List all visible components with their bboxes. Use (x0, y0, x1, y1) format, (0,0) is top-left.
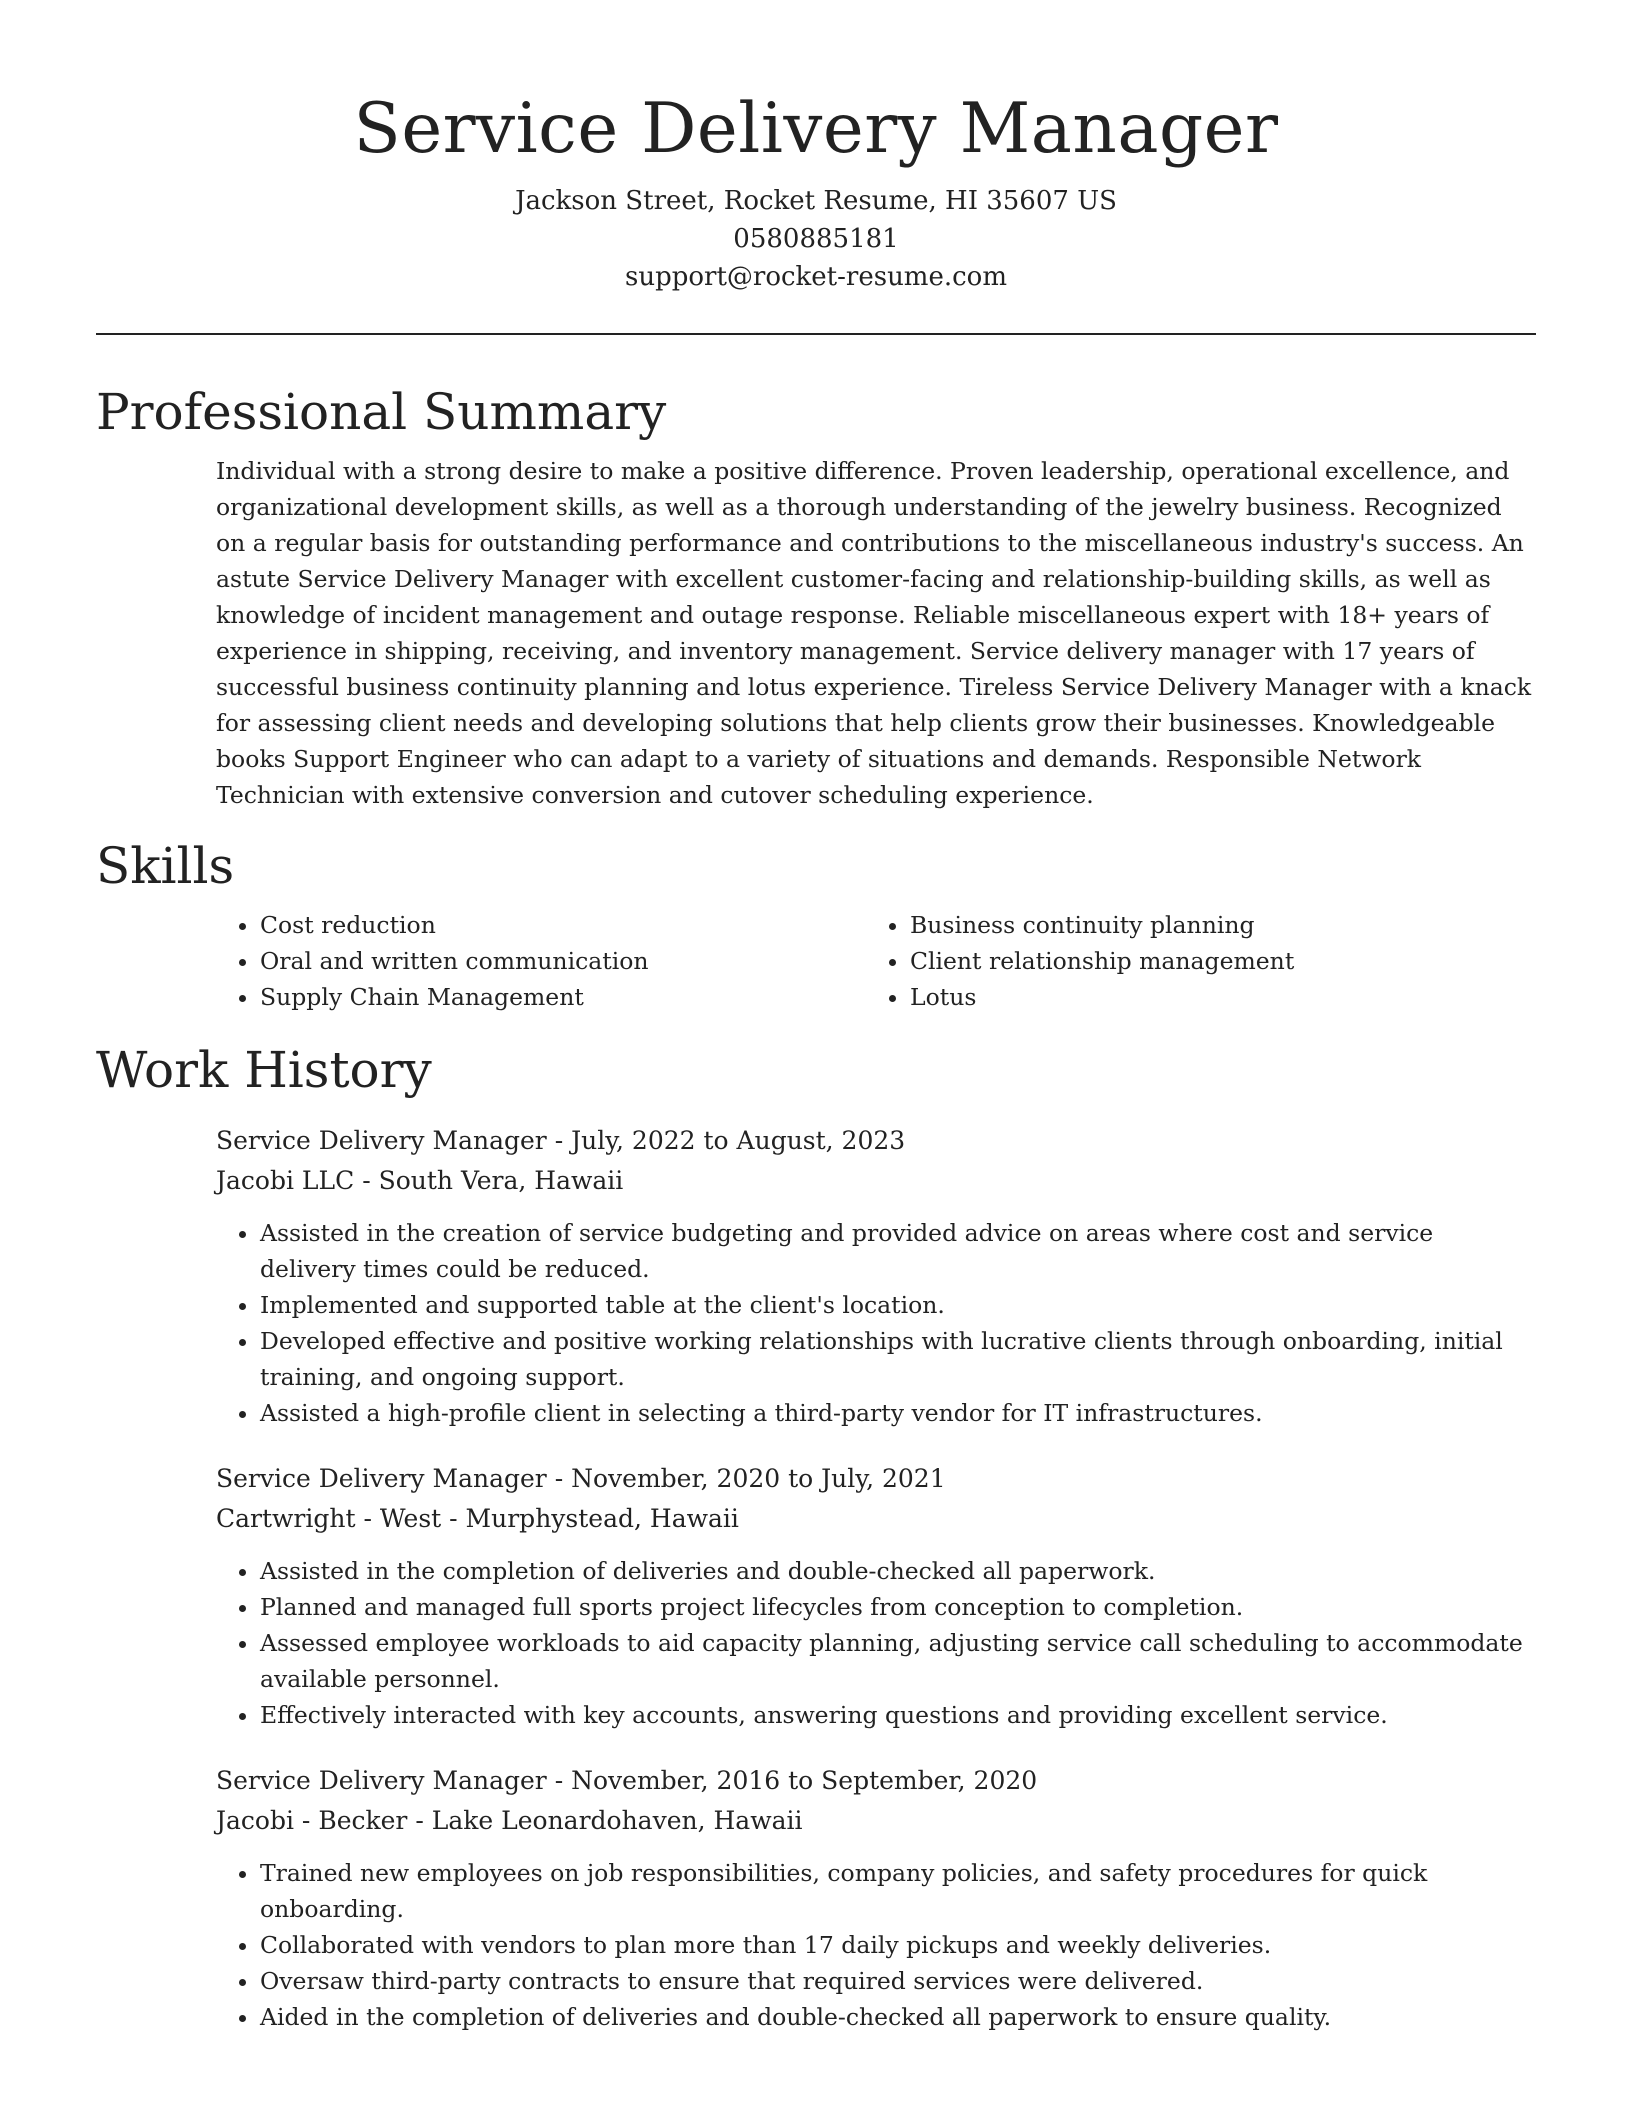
job-company-location: Jacobi LLC - South Vera, Hawaii (216, 1166, 624, 1195)
skills-section (96, 907, 1536, 1015)
skill-item: • Business continuity planning (910, 907, 1536, 943)
resume-title: Service Delivery Manager (353, 89, 1279, 169)
job-bullet: • Assisted a high-profile client in selecting a third-party vendor for IT infrastructures. (260, 1395, 1536, 1431)
work-history-section (96, 1121, 1536, 2035)
skills-heading: Skills (96, 837, 235, 895)
job-role-dates: Service Delivery Manager - July, 2022 to August, 2023 (216, 1126, 906, 1155)
job-bullet: • Collaborated with vendors to plan more than 17 daily pickups and weekly deliveries. (260, 1927, 1536, 1963)
skill-item: • Client relationship management (910, 943, 1536, 979)
job-bullet: • Trained new employees on job responsibilities, company policies, and safety procedures for quick onboarding. (260, 1855, 1536, 1927)
summary-paragraph: Individual with a strong desire to make a positive difference. Proven leadership, operational excellence, and organizational development skills, as well as a thorough understanding of the jewelry business. Recognized on a regular basis for outstanding performance and contributions to the miscellaneous industry's success. An astute Service Delivery Manager with excellent customer-facing and relationship-building skills, as well as knowledge of incident management and outage response. Reliable miscellaneous expert with 18+ years of experience in shipping, receiving, and inventory management. Service delivery manager with 17 years of successful business continuity planning and lotus experience. Tireless Service Delivery Manager with a knack for assessing client needs and developing solutions that help clients grow their businesses. Knowledgeable books Support Engineer who can adapt to a variety of situations and demands. Responsible Network Technician with extensive conversion and cutover scheduling experience. (216, 457, 1532, 809)
job-bullets (216, 1855, 1536, 2035)
job-bullets (216, 1553, 1536, 1733)
skills-grid (216, 907, 1536, 1015)
job-entry (216, 1761, 1536, 2035)
job-role-dates: Service Delivery Manager - November, 2020 to July, 2021 (216, 1464, 946, 1493)
skill-item: • Cost reduction (260, 907, 866, 943)
contact-address: Jackson Street, Rocket Resume, HI 35607 US (515, 186, 1117, 216)
job-bullet: • Developed effective and positive working relationships with lucrative clients through onboarding, initial training, and ongoing support. (260, 1323, 1536, 1395)
job-bullet: • Assisted in the completion of deliveries and double-checked all paperwork. (260, 1553, 1536, 1589)
resume-page (96, 0, 1536, 2035)
summary-heading: Professional Summary (96, 383, 667, 441)
skill-item: • Oral and written communication (260, 943, 866, 979)
contact-email: support@rocket-resume.com (624, 262, 1007, 292)
job-company-location: Cartwright - West - Murphystead, Hawaii (216, 1504, 739, 1533)
header-divider (96, 333, 1536, 335)
skills-list-left (216, 907, 866, 1015)
job-bullet: • Planned and managed full sports project lifecycles from conception to completion. (260, 1589, 1536, 1625)
work-history-heading: Work History (96, 1041, 432, 1099)
contact-phone: 0580885181 (733, 224, 899, 254)
skill-item: • Supply Chain Management (260, 979, 866, 1015)
job-bullet: • Effectively interacted with key accounts, answering questions and providing excellent service. (260, 1697, 1536, 1733)
job-role-dates: Service Delivery Manager - November, 2016 to September, 2020 (216, 1766, 1038, 1795)
contact-block (96, 182, 1536, 296)
job-entry (216, 1121, 1536, 1431)
job-bullet: • Aided in the completion of deliveries and double-checked all paperwork to ensure quality. (260, 1999, 1536, 2035)
job-bullet: • Assessed employee workloads to aid capacity planning, adjusting service call scheduling to accommodate available personnel. (260, 1625, 1536, 1697)
summary-section (96, 453, 1536, 813)
skills-list-right (866, 907, 1536, 1015)
job-bullet: • Assisted in the creation of service budgeting and provided advice on areas where cost and service delivery times could be reduced. (260, 1215, 1536, 1287)
job-bullets (216, 1215, 1536, 1431)
job-bullet: • Implemented and supported table at the client's location. (260, 1287, 1536, 1323)
job-entry (216, 1459, 1536, 1733)
job-company-location: Jacobi - Becker - Lake Leonardohaven, Hawaii (216, 1806, 803, 1835)
job-bullet: • Oversaw third-party contracts to ensure that required services were delivered. (260, 1963, 1536, 1999)
skill-item: • Lotus (910, 979, 1536, 1015)
